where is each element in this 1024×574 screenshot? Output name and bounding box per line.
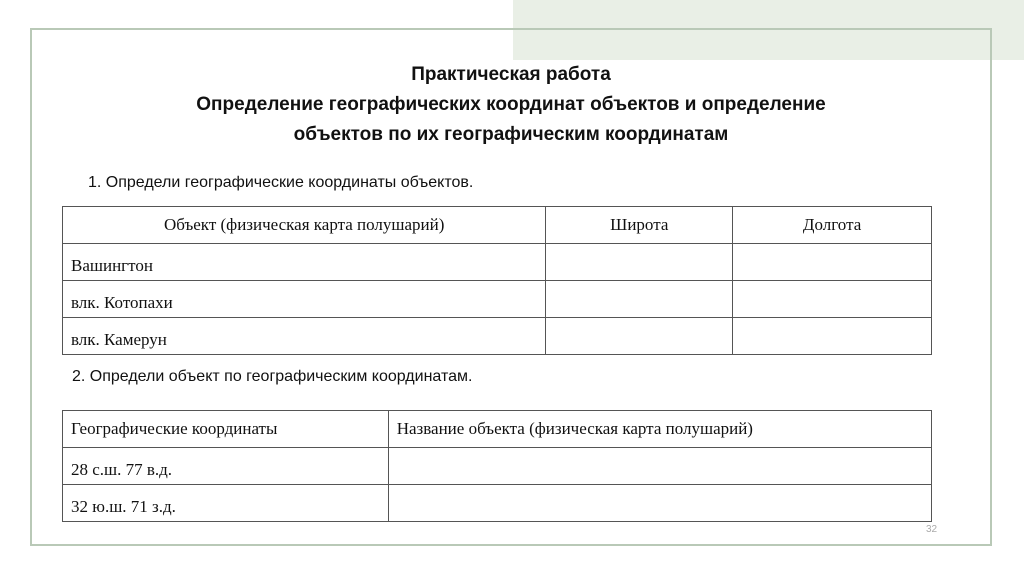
latitude-cell[interactable] <box>546 244 733 281</box>
page-number: 32 <box>926 524 938 535</box>
table-header-row <box>63 411 932 448</box>
title-line-1: Практическая работа <box>411 64 611 85</box>
header-longitude: Долгота <box>733 207 932 244</box>
latitude-cell[interactable] <box>546 318 733 355</box>
header-coordinates: Географические координаты <box>63 411 389 448</box>
coordinates-table <box>62 206 932 355</box>
longitude-cell[interactable] <box>733 244 932 281</box>
object-name-cell[interactable] <box>388 485 931 522</box>
object-cell: Вашингтон <box>63 244 546 281</box>
task-2-instruction: 2. Определи объект по географическим координатам. <box>72 368 473 385</box>
identify-object-table <box>62 410 932 522</box>
table-row <box>63 244 932 281</box>
slide-title <box>30 60 992 150</box>
coordinates-cell: 28 с.ш. 77 в.д. <box>63 448 389 485</box>
table-header-row <box>63 207 932 244</box>
table-row <box>63 318 932 355</box>
longitude-cell[interactable] <box>733 318 932 355</box>
table-row <box>63 485 932 522</box>
latitude-cell[interactable] <box>546 281 733 318</box>
longitude-cell[interactable] <box>733 281 932 318</box>
object-cell: влк. Камерун <box>63 318 546 355</box>
task-1-instruction: 1. Определи географические координаты объектов. <box>88 174 474 191</box>
table-row <box>63 281 932 318</box>
coordinates-cell: 32 ю.ш. 71 з.д. <box>63 485 389 522</box>
title-line-3: объектов по их географическим координатам <box>293 124 729 145</box>
header-object: Объект (физическая карта полушарий) <box>63 207 546 244</box>
header-latitude: Широта <box>546 207 733 244</box>
table-row <box>63 448 932 485</box>
title-line-2: Определение географических координат объектов и определение <box>196 94 826 115</box>
header-object-name: Название объекта (физическая карта полушарий) <box>388 411 931 448</box>
object-cell: влк. Котопахи <box>63 281 546 318</box>
object-name-cell[interactable] <box>388 448 931 485</box>
